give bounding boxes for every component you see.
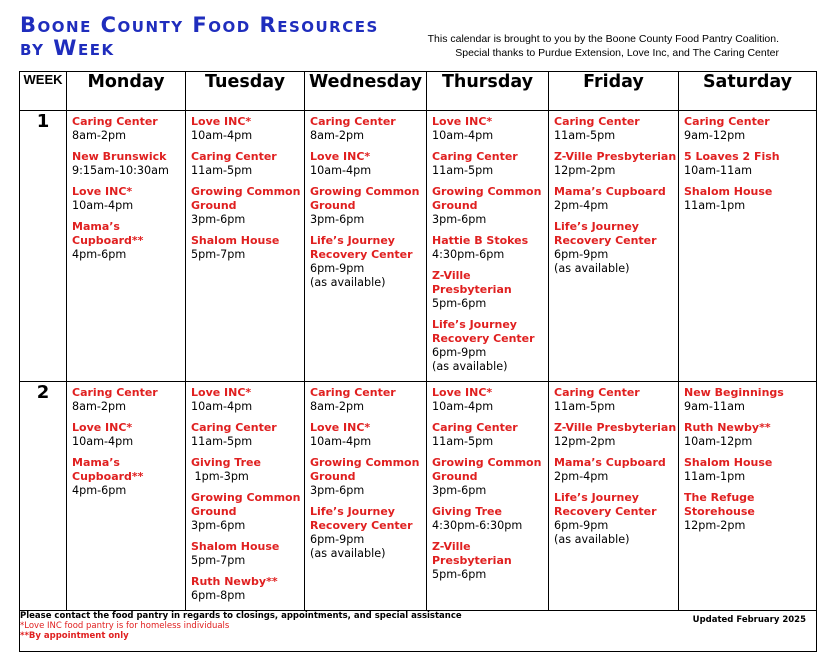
pantry-entry bbox=[72, 220, 185, 262]
pantry-name: Shalom House bbox=[191, 540, 280, 553]
pantry-entry bbox=[554, 150, 678, 178]
pantry-hours: 11am-1pm bbox=[684, 470, 746, 483]
pantry-name: Mama’s Cupboard** bbox=[72, 220, 144, 247]
pantry-hours: 10am-11am bbox=[684, 164, 753, 177]
pantry-entry bbox=[554, 456, 678, 484]
week-number: 1 bbox=[20, 111, 67, 382]
pantry-entry bbox=[554, 421, 678, 449]
day-header-saturday: Saturday bbox=[679, 72, 817, 111]
pantry-hours: 9:15am-10:30am bbox=[72, 164, 169, 177]
pantry-name: Life’s Journey Recovery Center bbox=[432, 318, 535, 345]
day-header-wednesday: Wednesday bbox=[305, 72, 427, 111]
pantry-note: (as available) bbox=[554, 533, 630, 546]
pantry-entry bbox=[191, 185, 304, 227]
pantry-entry bbox=[684, 150, 816, 178]
footer-cell bbox=[20, 611, 817, 652]
day-header-friday: Friday bbox=[549, 72, 679, 111]
pantry-hours: 4pm-6pm bbox=[72, 248, 127, 261]
pantry-hours: 11am-5pm bbox=[432, 164, 494, 177]
pantry-hours: 12pm-2pm bbox=[554, 435, 616, 448]
pantry-hours: 9am-12pm bbox=[684, 129, 746, 142]
pantry-name: Caring Center bbox=[191, 421, 277, 434]
pantry-entry bbox=[432, 456, 548, 498]
pantry-name: Love INC* bbox=[191, 115, 252, 128]
pantry-name: Caring Center bbox=[432, 421, 518, 434]
day-cell bbox=[549, 382, 679, 611]
pantry-entry bbox=[72, 115, 185, 143]
pantry-hours: 10am-4pm bbox=[72, 199, 134, 212]
pantry-entry bbox=[432, 540, 548, 582]
pantry-hours: 3pm-6pm bbox=[432, 484, 487, 497]
pantry-entry bbox=[684, 386, 816, 414]
pantry-hours: 10am-4pm bbox=[191, 400, 253, 413]
day-cell bbox=[305, 111, 427, 382]
pantry-hours: 6pm-9pm bbox=[310, 262, 365, 275]
pantry-name: Growing Common Ground bbox=[432, 456, 542, 483]
pantry-name: Shalom House bbox=[191, 234, 280, 247]
pantry-note: (as available) bbox=[310, 547, 386, 560]
week-row bbox=[20, 111, 817, 382]
pantry-note: (as available) bbox=[310, 276, 386, 289]
pantry-name: Life’s Journey Recovery Center bbox=[554, 491, 657, 518]
pantry-entry bbox=[684, 185, 816, 213]
pantry-entry bbox=[72, 456, 185, 498]
header-row bbox=[20, 72, 817, 111]
pantry-entry bbox=[72, 150, 185, 178]
pantry-name: Ruth Newby** bbox=[684, 421, 771, 434]
week-row bbox=[20, 382, 817, 611]
pantry-entry bbox=[191, 491, 304, 533]
pantry-entry bbox=[310, 185, 426, 227]
day-cell bbox=[186, 382, 305, 611]
day-header-thursday: Thursday bbox=[427, 72, 549, 111]
pantry-entry bbox=[684, 491, 816, 533]
pantry-hours: 11am-1pm bbox=[684, 199, 746, 212]
pantry-hours: 10am-12pm bbox=[684, 435, 753, 448]
pantry-name: Caring Center bbox=[554, 386, 640, 399]
pantry-entry bbox=[310, 234, 426, 290]
pantry-entry bbox=[191, 540, 304, 568]
pantry-hours: 2pm-4pm bbox=[554, 470, 609, 483]
pantry-entry bbox=[554, 185, 678, 213]
pantry-entry bbox=[554, 386, 678, 414]
footnote-love-inc: *Love INC food pantry is for homeless individuals bbox=[20, 621, 230, 631]
pantry-entry bbox=[191, 456, 304, 484]
pantry-hours: 4pm-6pm bbox=[72, 484, 127, 497]
schedule-table bbox=[19, 71, 817, 652]
pantry-name: Life’s Journey Recovery Center bbox=[310, 505, 413, 532]
footer-row bbox=[20, 611, 817, 652]
pantry-entry bbox=[310, 421, 426, 449]
pantry-name: Love INC* bbox=[72, 185, 133, 198]
pantry-entry bbox=[684, 421, 816, 449]
day-cell bbox=[67, 111, 186, 382]
pantry-hours: 10am-4pm bbox=[432, 129, 494, 142]
pantry-name: Love INC* bbox=[432, 386, 493, 399]
pantry-entry bbox=[72, 185, 185, 213]
pantry-hours: 3pm-6pm bbox=[432, 213, 487, 226]
pantry-hours: 3pm-6pm bbox=[191, 519, 246, 532]
pantry-entry bbox=[432, 421, 548, 449]
pantry-entry bbox=[554, 220, 678, 276]
day-cell bbox=[305, 382, 427, 611]
pantry-name: Growing Common Ground bbox=[310, 456, 420, 483]
pantry-name: Caring Center bbox=[432, 150, 518, 163]
pantry-name: Ruth Newby** bbox=[191, 575, 278, 588]
pantry-name: Mama’s Cupboard bbox=[554, 456, 666, 469]
pantry-name: Mama’s Cupboard bbox=[554, 185, 666, 198]
pantry-hours: 3pm-6pm bbox=[191, 213, 246, 226]
footnote-appointment: **By appointment only bbox=[20, 631, 129, 641]
title-line-2: by Week bbox=[20, 36, 115, 60]
pantry-hours: 10am-4pm bbox=[191, 129, 253, 142]
pantry-hours: 2pm-4pm bbox=[554, 199, 609, 212]
pantry-hours: 4:30pm-6pm bbox=[432, 248, 505, 261]
pantry-name: New Brunswick bbox=[72, 150, 167, 163]
pantry-entry bbox=[191, 234, 304, 262]
pantry-name: Shalom House bbox=[684, 456, 773, 469]
pantry-name: Caring Center bbox=[191, 150, 277, 163]
page-title bbox=[20, 14, 379, 60]
pantry-hours: 4:30pm-6:30pm bbox=[432, 519, 523, 532]
pantry-name: Giving Tree bbox=[432, 505, 502, 518]
pantry-hours: 6pm-9pm bbox=[554, 248, 609, 261]
pantry-entry bbox=[191, 575, 304, 603]
credit-line-1: This calendar is brought to you by the Boone County Food Pantry Coalition. bbox=[427, 33, 779, 45]
pantry-hours: 6pm-9pm bbox=[554, 519, 609, 532]
credit-line-2: Special thanks to Purdue Extension, Love Inc, and The Caring Center bbox=[455, 47, 779, 59]
pantry-name: Life’s Journey Recovery Center bbox=[554, 220, 657, 247]
pantry-name: Life’s Journey Recovery Center bbox=[310, 234, 413, 261]
pantry-name: Caring Center bbox=[554, 115, 640, 128]
week-header: WEEK bbox=[20, 72, 67, 111]
pantry-hours: 9am-11am bbox=[684, 400, 745, 413]
pantry-hours: 8am-2pm bbox=[72, 400, 127, 413]
pantry-entry bbox=[432, 505, 548, 533]
pantry-entry bbox=[191, 386, 304, 414]
pantry-hours: 11am-5pm bbox=[191, 164, 253, 177]
pantry-hours: 1pm-3pm bbox=[191, 470, 249, 483]
day-cell bbox=[549, 111, 679, 382]
pantry-name: The Refuge Storehouse bbox=[684, 491, 755, 518]
pantry-name: 5 Loaves 2 Fish bbox=[684, 150, 780, 163]
pantry-entry bbox=[310, 386, 426, 414]
pantry-hours: 8am-2pm bbox=[72, 129, 127, 142]
pantry-hours: 5pm-7pm bbox=[191, 248, 246, 261]
pantry-name: Hattie B Stokes bbox=[432, 234, 529, 247]
pantry-note: (as available) bbox=[432, 360, 508, 373]
day-cell bbox=[186, 111, 305, 382]
pantry-hours: 11am-5pm bbox=[554, 129, 616, 142]
pantry-hours: 3pm-6pm bbox=[310, 213, 365, 226]
pantry-entry bbox=[554, 115, 678, 143]
pantry-entry bbox=[191, 150, 304, 178]
pantry-name: Love INC* bbox=[191, 386, 252, 399]
pantry-entry bbox=[432, 150, 548, 178]
day-cell bbox=[679, 111, 817, 382]
pantry-hours: 6pm-9pm bbox=[432, 346, 487, 359]
pantry-name: Love INC* bbox=[72, 421, 133, 434]
pantry-hours: 11am-5pm bbox=[191, 435, 253, 448]
pantry-name: Love INC* bbox=[310, 150, 371, 163]
pantry-hours: 12pm-2pm bbox=[684, 519, 746, 532]
pantry-note: (as available) bbox=[554, 262, 630, 275]
pantry-name: Caring Center bbox=[72, 115, 158, 128]
pantry-hours: 8am-2pm bbox=[310, 129, 365, 142]
pantry-hours: 10am-4pm bbox=[432, 400, 494, 413]
pantry-hours: 10am-4pm bbox=[310, 435, 372, 448]
title-line-1: Boone County Food Resources bbox=[20, 13, 379, 37]
pantry-name: Love INC* bbox=[310, 421, 371, 434]
pantry-name: Growing Common Ground bbox=[191, 185, 301, 212]
pantry-name: Z-Ville Presbyterian bbox=[432, 269, 512, 296]
pantry-hours: 8am-2pm bbox=[310, 400, 365, 413]
pantry-entry bbox=[432, 115, 548, 143]
pantry-entry bbox=[191, 115, 304, 143]
day-cell bbox=[427, 111, 549, 382]
pantry-entry bbox=[72, 386, 185, 414]
pantry-entry bbox=[191, 421, 304, 449]
pantry-hours: 5pm-6pm bbox=[432, 297, 487, 310]
pantry-entry bbox=[684, 115, 816, 143]
pantry-entry bbox=[310, 150, 426, 178]
pantry-name: Z-Ville Presbyterian bbox=[554, 150, 677, 163]
pantry-entry bbox=[310, 505, 426, 561]
pantry-name: Love INC* bbox=[432, 115, 493, 128]
pantry-entry bbox=[684, 456, 816, 484]
pantry-entry bbox=[310, 456, 426, 498]
contact-note: Please contact the food pantry in regards to closings, appointments, and special assistance bbox=[20, 611, 462, 621]
pantry-name: Shalom House bbox=[684, 185, 773, 198]
pantry-name: Caring Center bbox=[310, 386, 396, 399]
pantry-name: Growing Common Ground bbox=[191, 491, 301, 518]
day-header-tuesday: Tuesday bbox=[186, 72, 305, 111]
updated-date: Updated February 2025 bbox=[692, 615, 806, 625]
pantry-entry bbox=[432, 386, 548, 414]
pantry-hours: 5pm-7pm bbox=[191, 554, 246, 567]
pantry-hours: 12pm-2pm bbox=[554, 164, 616, 177]
pantry-entry bbox=[554, 491, 678, 547]
pantry-entry bbox=[432, 269, 548, 311]
pantry-entry bbox=[432, 185, 548, 227]
pantry-entry bbox=[432, 234, 548, 262]
pantry-hours: 6pm-8pm bbox=[191, 589, 246, 602]
pantry-name: Growing Common Ground bbox=[432, 185, 542, 212]
pantry-name: Growing Common Ground bbox=[310, 185, 420, 212]
day-header-monday: Monday bbox=[67, 72, 186, 111]
pantry-name: Mama’s Cupboard** bbox=[72, 456, 144, 483]
credit-note bbox=[428, 32, 779, 60]
day-cell bbox=[427, 382, 549, 611]
pantry-hours: 5pm-6pm bbox=[432, 568, 487, 581]
pantry-hours: 3pm-6pm bbox=[310, 484, 365, 497]
pantry-hours: 6pm-9pm bbox=[310, 533, 365, 546]
pantry-entry bbox=[310, 115, 426, 143]
week-number: 2 bbox=[20, 382, 67, 611]
pantry-name: New Beginnings bbox=[684, 386, 784, 399]
pantry-name: Giving Tree bbox=[191, 456, 261, 469]
pantry-hours: 11am-5pm bbox=[554, 400, 616, 413]
pantry-entry bbox=[72, 421, 185, 449]
day-cell bbox=[67, 382, 186, 611]
day-cell bbox=[679, 382, 817, 611]
pantry-name: Z-Ville Presbyterian bbox=[554, 421, 677, 434]
pantry-name: Caring Center bbox=[72, 386, 158, 399]
pantry-hours: 11am-5pm bbox=[432, 435, 494, 448]
pantry-hours: 10am-4pm bbox=[72, 435, 134, 448]
pantry-entry bbox=[432, 318, 548, 374]
pantry-name: Z-Ville Presbyterian bbox=[432, 540, 512, 567]
pantry-name: Caring Center bbox=[310, 115, 396, 128]
pantry-hours: 10am-4pm bbox=[310, 164, 372, 177]
pantry-name: Caring Center bbox=[684, 115, 770, 128]
